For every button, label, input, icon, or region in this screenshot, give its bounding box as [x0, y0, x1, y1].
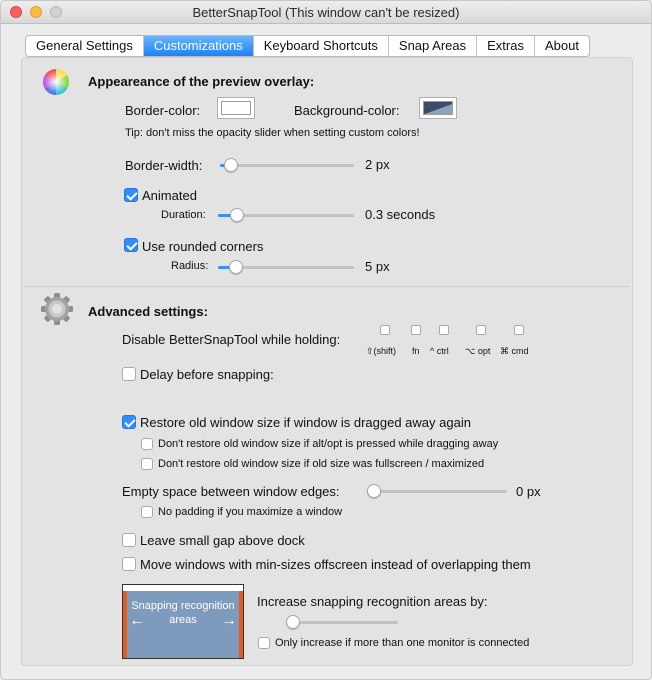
- title-bar: [1, 1, 651, 24]
- snap-area-preview: [122, 584, 244, 659]
- opacity-tip: Tip: don't miss the opacity slider when setting custom colors!: [125, 127, 420, 139]
- tab-customizations[interactable]: Customizations: [144, 36, 254, 56]
- delay-snapping-label: Delay before snapping:: [140, 367, 274, 382]
- empty-space-label: Empty space between window edges:: [122, 484, 340, 499]
- duration-slider-knob[interactable]: [230, 208, 244, 222]
- disable-while-holding-label: Disable BetterSnapTool while holding:: [122, 332, 341, 347]
- opt-modifier-label: ⌥ opt: [465, 346, 491, 356]
- tab-snap-areas[interactable]: Snap Areas: [389, 36, 477, 56]
- tab-bar: [25, 35, 590, 57]
- empty-space-slider-knob[interactable]: [367, 484, 381, 498]
- radius-value: 5 px: [365, 259, 390, 274]
- duration-slider[interactable]: [218, 208, 354, 222]
- section-divider: [24, 286, 630, 287]
- delay-snapping-checkbox[interactable]: [122, 367, 136, 381]
- right-arrow-icon: →: [221, 612, 237, 629]
- tab-keyboard-shortcuts[interactable]: Keyboard Shortcuts: [254, 36, 389, 56]
- increase-areas-label: Increase snapping recognition areas by:: [257, 594, 488, 609]
- radius-slider[interactable]: [218, 260, 354, 274]
- tab-general-settings[interactable]: General Settings: [26, 36, 144, 56]
- rounded-corners-checkbox[interactable]: [124, 238, 138, 252]
- background-color-label: Background-color:: [294, 103, 400, 118]
- restore-size-checkbox[interactable]: [122, 415, 136, 429]
- increase-areas-slider[interactable]: [286, 615, 398, 629]
- color-wheel-icon: [42, 68, 70, 96]
- rounded-corners-label: Use rounded corners: [142, 239, 264, 254]
- border-width-label: Border-width:: [125, 158, 203, 173]
- restore-alt-checkbox[interactable]: [141, 438, 153, 450]
- duration-value: 0.3 seconds: [365, 207, 436, 222]
- leave-gap-label: Leave small gap above dock: [140, 533, 305, 548]
- animated-checkbox[interactable]: [124, 188, 138, 202]
- radius-slider-knob[interactable]: [229, 260, 243, 274]
- radius-label: Radius:: [171, 260, 209, 272]
- opt-modifier-checkbox[interactable]: [476, 325, 486, 335]
- border-width-slider-knob[interactable]: [224, 158, 238, 172]
- border-color-swatch: [221, 101, 251, 115]
- border-width-slider[interactable]: [220, 158, 354, 172]
- left-arrow-icon: ←: [129, 612, 145, 629]
- restore-fullscreen-checkbox[interactable]: [141, 458, 153, 470]
- shift-modifier-checkbox[interactable]: [380, 325, 390, 335]
- gear-icon: [40, 292, 74, 326]
- window-title: BetterSnapTool (This window can't be resized): [192, 5, 460, 20]
- fn-modifier-checkbox[interactable]: [411, 325, 421, 335]
- animated-label: Animated: [142, 188, 197, 203]
- ctrl-modifier-checkbox[interactable]: [439, 325, 449, 335]
- ctrl-modifier-label: ^ ctrl: [430, 346, 449, 356]
- fn-modifier-label: fn: [412, 346, 420, 356]
- empty-space-slider[interactable]: [367, 484, 507, 498]
- move-windows-offscreen-label: Move windows with min-sizes offscreen instead of overlapping them: [140, 557, 531, 572]
- tab-about[interactable]: About: [544, 38, 579, 53]
- snap-area-preview-text: Snapping recognition areas: [131, 600, 235, 626]
- restore-alt-label: Don't restore old window size if alt/opt is pressed while dragging away: [158, 438, 499, 450]
- background-color-swatch: [423, 101, 453, 115]
- restore-fullscreen-label: Don't restore old window size if old size was fullscreen / maximized: [158, 458, 485, 470]
- shift-modifier-label: ⇧(shift): [366, 346, 397, 356]
- tab-extras[interactable]: Extras: [477, 36, 535, 56]
- restore-size-label: Restore old window size if window is dragged away again: [140, 415, 471, 430]
- duration-label: Duration:: [161, 209, 206, 221]
- cmd-modifier-checkbox[interactable]: [514, 325, 524, 335]
- advanced-heading: Advanced settings:: [88, 304, 208, 319]
- move-windows-offscreen-checkbox[interactable]: [122, 557, 136, 571]
- border-color-well[interactable]: [217, 97, 255, 119]
- no-padding-checkbox[interactable]: [141, 506, 153, 518]
- increase-areas-slider-knob[interactable]: [286, 615, 300, 629]
- background-color-well[interactable]: [419, 97, 457, 119]
- only-increase-checkbox[interactable]: [258, 637, 270, 649]
- only-increase-label: Only increase if more than one monitor is connected: [275, 637, 530, 649]
- border-color-label: Border-color:: [125, 103, 201, 118]
- empty-space-value: 0 px: [516, 484, 541, 499]
- leave-gap-checkbox[interactable]: [122, 533, 136, 547]
- no-padding-label: No padding if you maximize a window: [158, 506, 343, 518]
- cmd-modifier-label: ⌘ cmd: [500, 346, 529, 356]
- customizations-panel: [21, 57, 633, 666]
- border-width-value: 2 px: [365, 157, 390, 172]
- appearance-heading: Appeareance of the preview overlay:: [88, 74, 315, 89]
